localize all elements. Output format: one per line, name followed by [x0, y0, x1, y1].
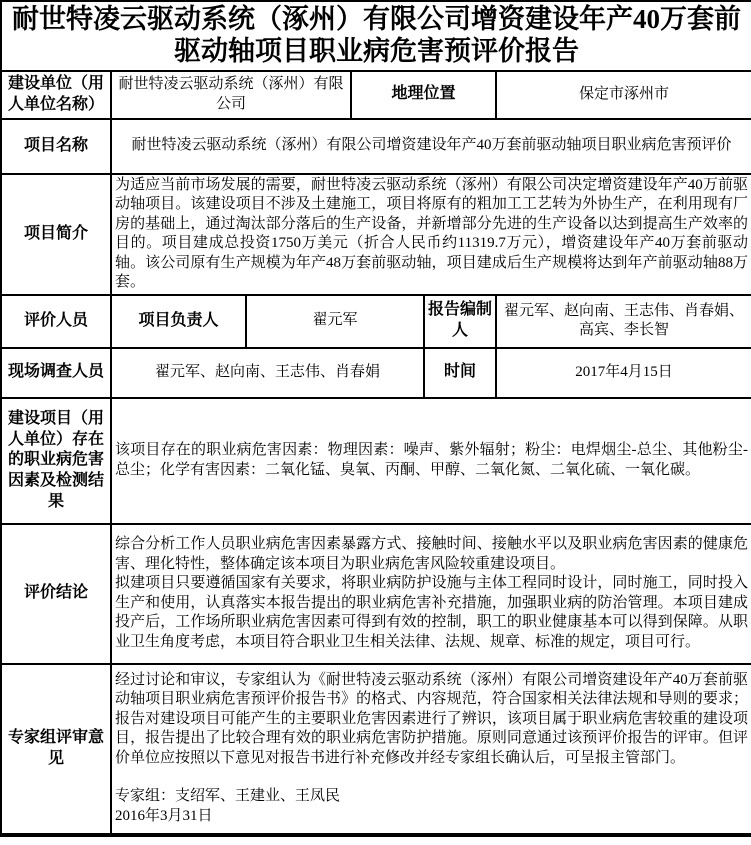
row-evaluators	[1, 295, 751, 348]
label-construction-unit: 建设单位（用人单位名称）	[1, 71, 111, 119]
value-project-leader: 翟元军	[246, 295, 424, 348]
value-site-survey: 翟元军、赵向南、王志伟、肖春娟	[111, 348, 424, 398]
label-time: 时间	[424, 348, 496, 398]
row-hazards	[1, 398, 751, 524]
value-conclusion	[111, 524, 751, 664]
label-project-name: 项目名称	[1, 119, 111, 174]
value-report-writers: 翟元军、赵向南、王志伟、肖春娟、高宾、李长智	[496, 295, 751, 348]
label-evaluators: 评价人员	[1, 295, 111, 348]
value-project-summary: 为适应当前市场发展的需要，耐世特凌云驱动系统（涿州）有限公司决定增资建设年产40万前驱动轴项目。该建设项目不涉及土建施工，项目将原有的粗加工工艺转为外协生产，在利用现有厂房的基础上，通过淘汰部分落后的生产设备，并新增部分先进的生产设备以达到提高生产效率的目的。项目建成总投资1750万美元（折合人民币约11319.7万元），增资建设年产40万套前驱动轴。该公司原有生产规模为年产48万套前驱动轴，项目建成后生产规模将达到年产前驱动轴88万套。	[111, 174, 751, 295]
row-site-survey	[1, 348, 751, 398]
conclusion-paragraph-2: 拟建项目只要遵循国家有关要求，将职业病防护设施与主体工程同时设计，同时施工，同时投入生产和使用，认真落实本报告提出的职业病危害补充措施，加强职业病的防治管理。本项目建成投产后，工作场所职业病危害因素可得到有效的控制，职工的职业健康基本可以得到保障。从职业卫生角度考虑，本项目符合职业卫生相关法律、法规、规章、标准的规定，项目可行。	[115, 575, 749, 650]
label-project-summary: 项目简介	[1, 174, 111, 295]
row-project-name	[1, 119, 751, 174]
value-expert-review	[111, 664, 751, 835]
label-hazards: 建设项目（用人单位）存在的职业病危害因素及检测结果	[1, 398, 111, 524]
row-project-summary	[1, 174, 751, 295]
label-report-writers: 报告编制人	[424, 295, 496, 348]
blank-line	[115, 768, 748, 787]
expert-group-members: 专家组：支绍军、王建业、王凤民	[115, 788, 341, 805]
label-location: 地理位置	[351, 71, 496, 119]
label-conclusion: 评价结论	[1, 524, 111, 664]
value-time: 2017年4月15日	[496, 348, 751, 398]
expert-review-date: 2016年3月31日	[115, 807, 213, 824]
label-project-leader: 项目负责人	[111, 295, 246, 348]
label-site-survey: 现场调查人员	[1, 348, 111, 398]
value-construction-unit: 耐世特凌云驱动系统（涿州）有限公司	[111, 71, 351, 119]
expert-review-paragraph: 经过讨论和审议，专家组认为《耐世特凌云驱动系统（涿州）有限公司增资建设年产40万套前驱动轴项目职业病危害预评价报告书》的格式、内容规范，符合国家相关法律法规和导则的要求；报告对建设项目可能产生的主要职业危害因素进行了辨识，该项目属于职业病危害较重的建设项目，报告提出了比较合理有效的职业病危害防护措施。原则同意通过该预评价报告的评审。但评价单位应按照以下意见对报告书进行补充修改并经专家组长确认后，可呈报主管部门。	[115, 671, 749, 766]
label-expert-review: 专家组评审意见	[1, 664, 111, 835]
value-location: 保定市涿州市	[496, 71, 751, 119]
conclusion-paragraph-1: 综合分析工作人员职业病危害因素暴露方式、接触时间、接触水平以及职业病危害因素的健康危害、理化特性，整体确定该本项目为职业病危害风险较重建设项目。	[115, 536, 749, 572]
row-construction-unit	[1, 71, 751, 119]
row-expert-review	[1, 664, 751, 835]
title-row	[1, 1, 751, 71]
report-title: 耐世特凌云驱动系统（涿州）有限公司增资建设年产40万套前驱动轴项目职业病危害预评价报告	[1, 1, 751, 71]
value-project-name: 耐世特凌云驱动系统（涿州）有限公司增资建设年产40万套前驱动轴项目职业病危害预评价	[111, 119, 751, 174]
value-hazards: 该项目存在的职业病危害因素：物理因素：噪声、紫外辐射；粉尘：电焊烟尘-总尘、其他粉尘-总尘；化学有害因素：二氧化锰、臭氧、丙酮、甲醇、二氧化氮、二氧化硫、一氧化碳。	[111, 398, 751, 524]
row-conclusion	[1, 524, 751, 664]
